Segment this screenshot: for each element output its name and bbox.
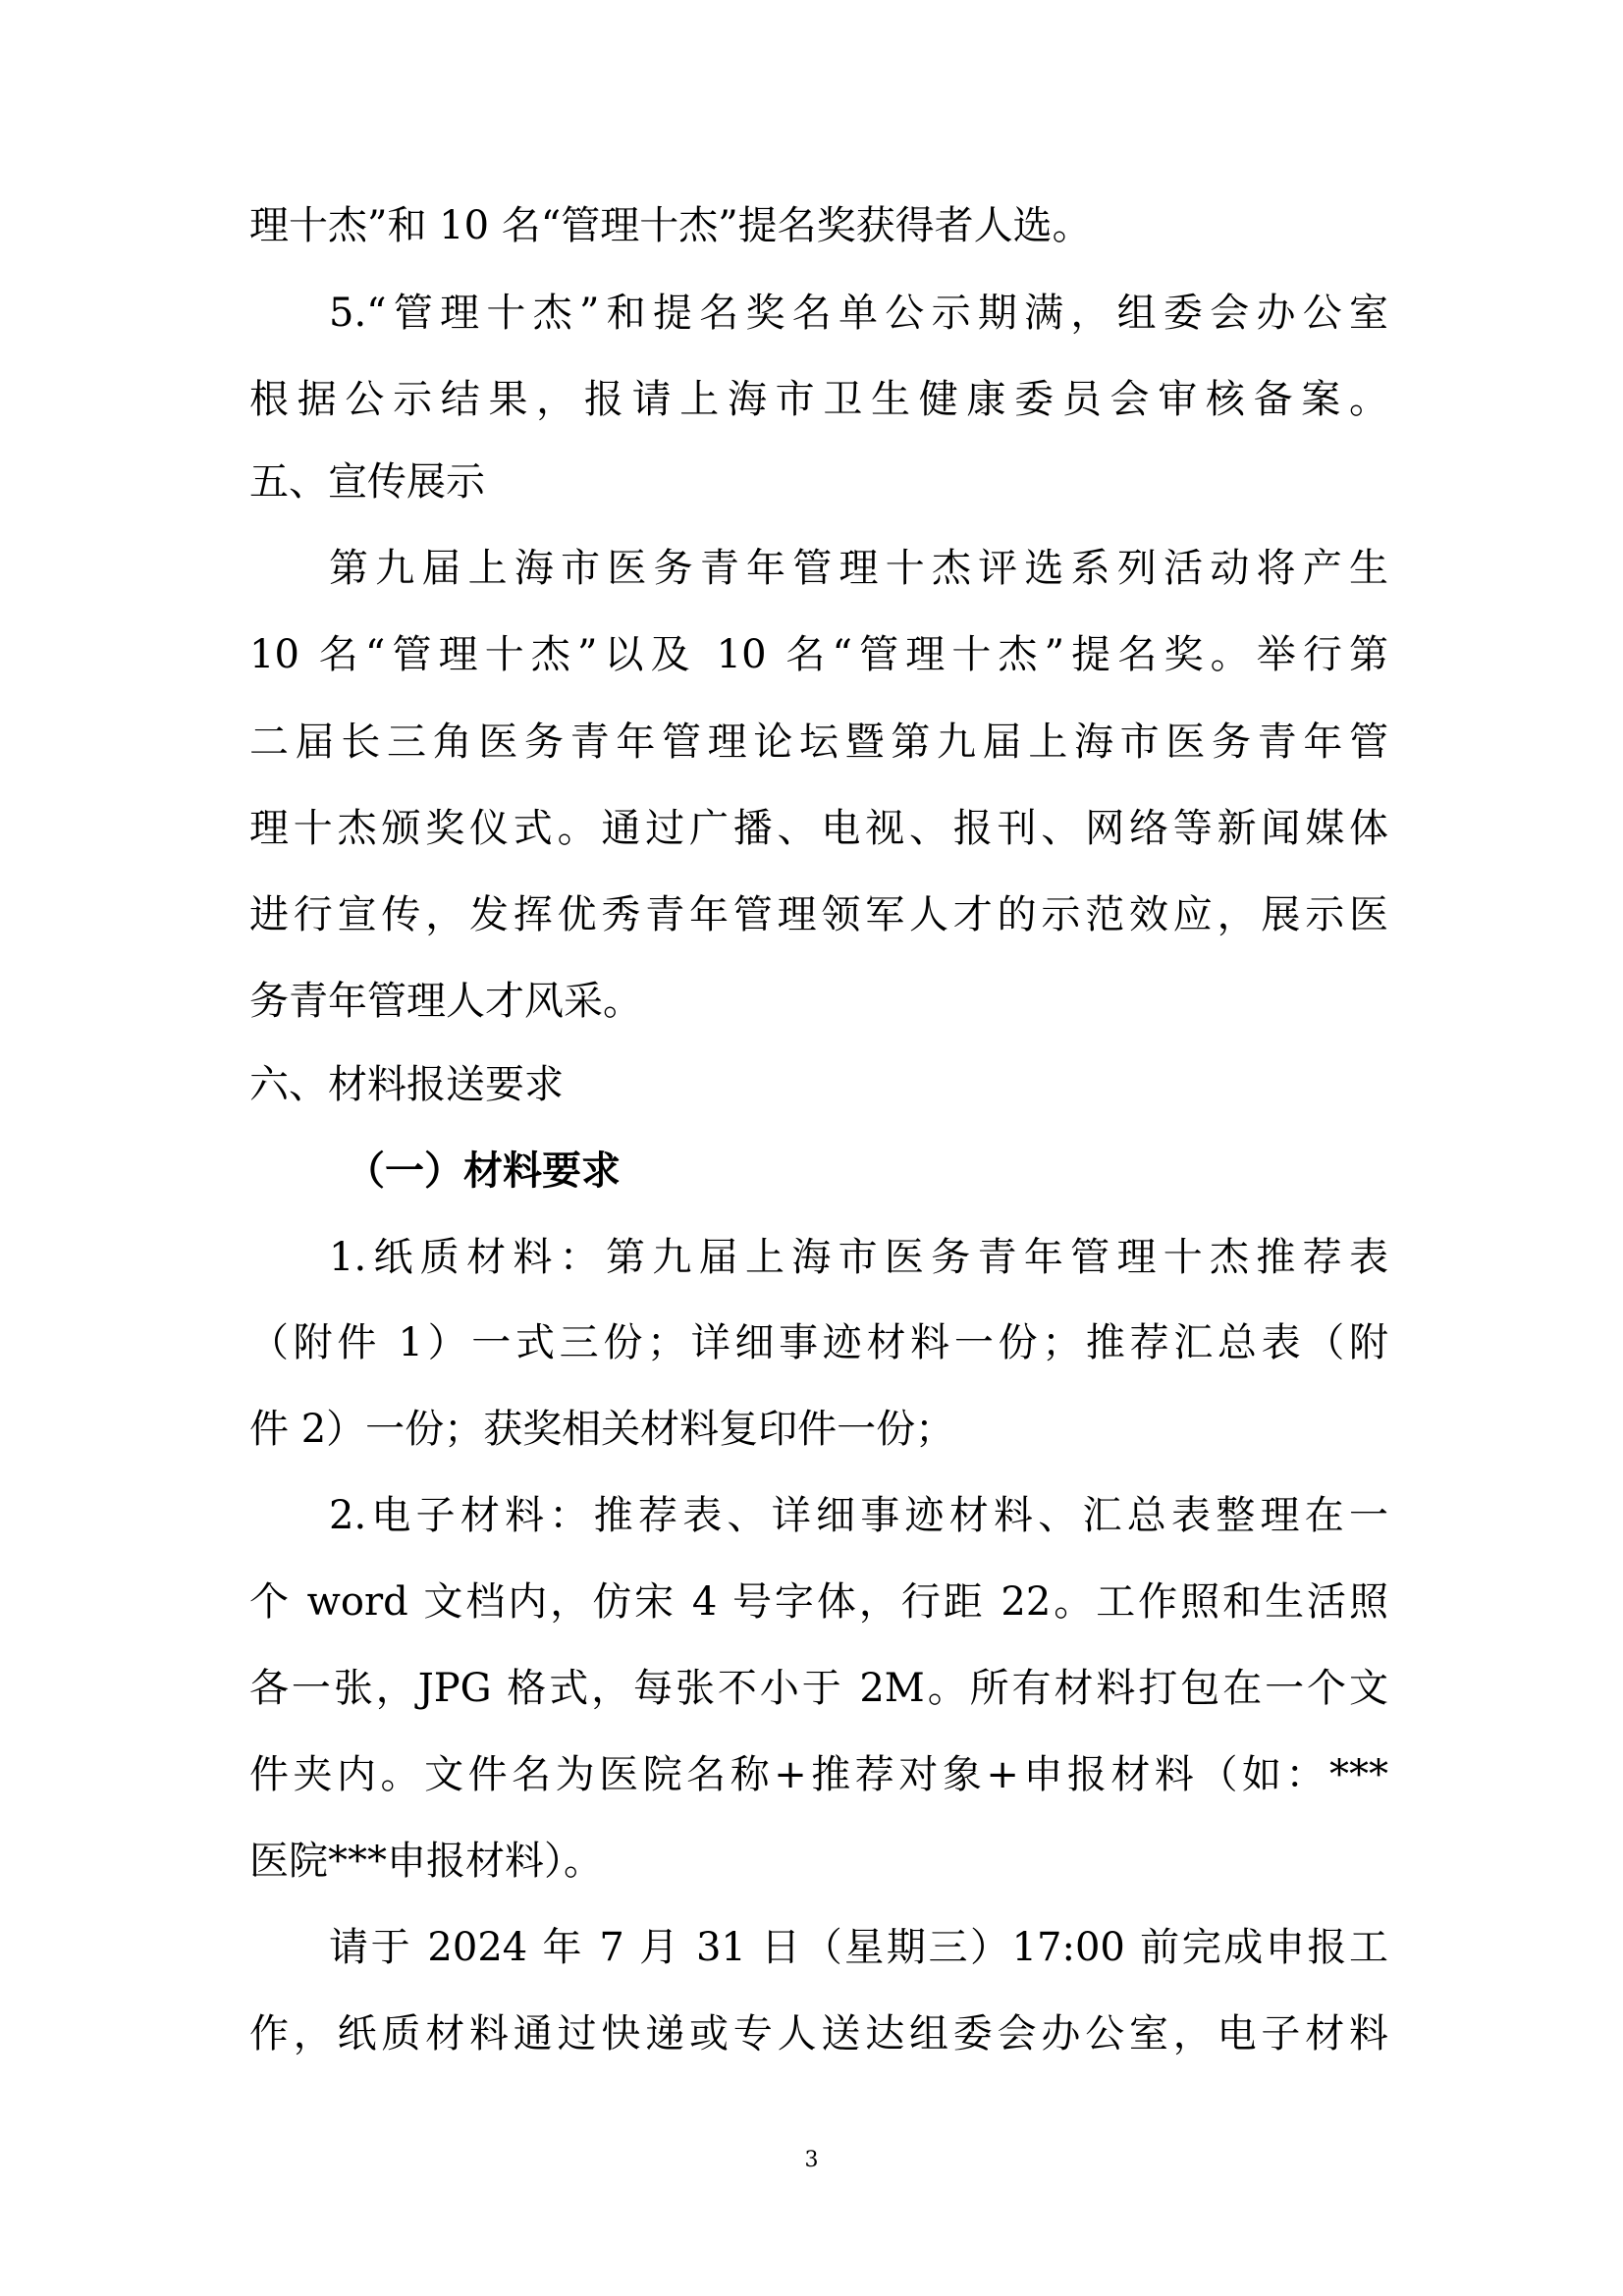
paragraph-line: 各一张，JPG 格式，每张不小于 2M。所有材料打包在一个文 [249,1666,1388,1711]
paragraph-line: 件 2）一份；获奖相关材料复印件一份； [249,1407,955,1452]
paragraph-line: 请于 2024 年 7 月 31 日（星期三）17:00 前完成申报工 [329,1925,1388,1970]
section-heading: 五、宣传展示 [249,459,485,505]
paragraph-line: 进行宣传，发挥优秀青年管理领军人才的示范效应，展示医 [249,892,1388,937]
paragraph-line: 件夹内。文件名为医院名称+推荐对象+申报材料（如：*** [249,1752,1388,1797]
paragraph-line: 10 名“管理十杰”以及 10 名“管理十杰”提名奖。举行第 [249,632,1388,677]
paragraph-line: 第九届上海市医务青年管理十杰评选系列活动将产生 [329,546,1388,591]
paragraph-line: 作，纸质材料通过快递或专人送达组委会办公室，电子材料 [249,2011,1388,2056]
section-heading: 六、材料报送要求 [249,1062,564,1107]
paragraph-line: 医院***申报材料）。 [249,1839,603,1884]
paragraph-line: 5.“管理十杰”和提名奖名单公示期满，组委会办公室 [329,291,1388,336]
paragraph-line: （附件 1）一式三份；详细事迹材料一份；推荐汇总表（附 [249,1320,1388,1365]
paragraph-line: 二届长三角医务青年管理论坛暨第九届上海市医务青年管 [249,720,1388,765]
paragraph-line: 根据公示结果，报请上海市卫生健康委员会审核备案。 [249,377,1388,422]
page-number: 3 [804,2148,819,2172]
paragraph-line: 1.纸质材料：第九届上海市医务青年管理十杰推荐表 [329,1235,1388,1280]
paragraph-line: 务青年管理人才风采。 [249,979,642,1024]
paragraph-line: 理十杰颁奖仪式。通过广播、电视、报刊、网络等新闻媒体 [249,806,1388,851]
paragraph-line: 2.电子材料：推荐表、详细事迹材料、汇总表整理在一 [329,1493,1388,1538]
subsection-heading: （一）材料要求 [346,1148,621,1194]
paragraph-line: 个 word 文档内，仿宋 4 号字体，行距 22。工作照和生活照 [249,1579,1388,1625]
paragraph-line: 理十杰”和 10 名“管理十杰”提名奖获得者人选。 [249,203,1092,248]
